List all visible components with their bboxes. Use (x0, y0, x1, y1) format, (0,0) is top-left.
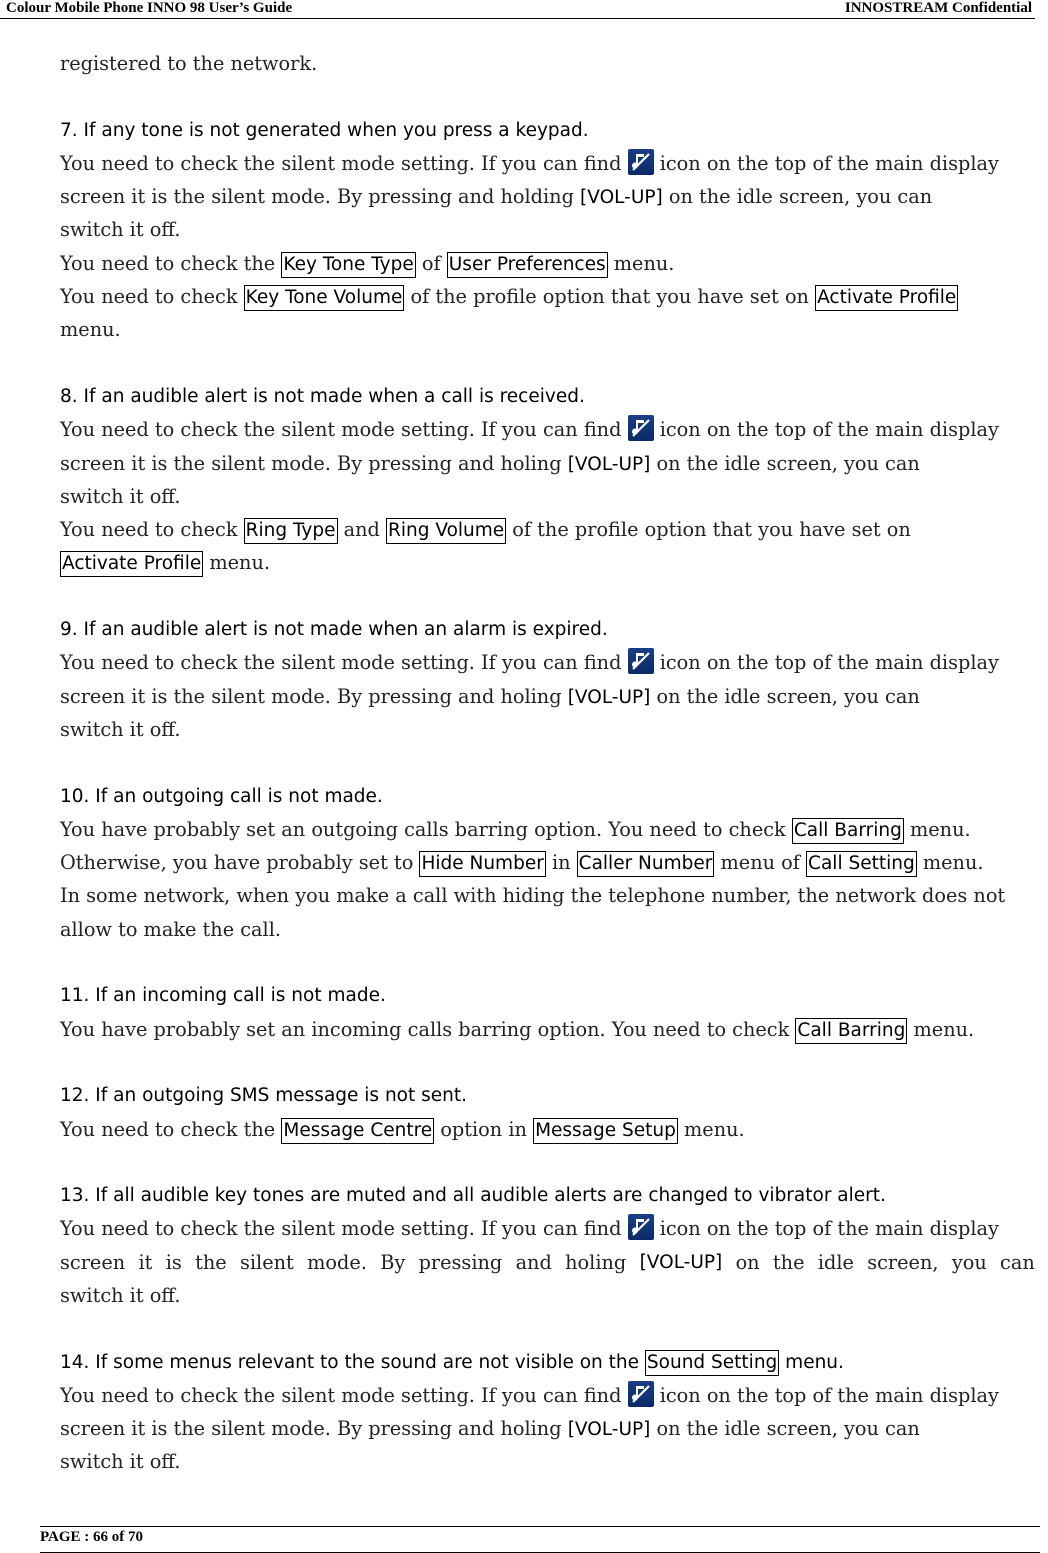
page-footer (40, 1526, 1040, 1553)
section-7-title: 7. If any tone is not generated when you press a keypad. (60, 119, 589, 141)
menu-caller-number: Caller Number (577, 851, 715, 877)
section-13-line-2: screen it is the silent mode. By pressing and holing [VOL-UP] on the idle screen, you can (60, 1246, 1035, 1279)
menu-call-setting: Call Setting (806, 851, 917, 877)
silent-mode-icon (628, 415, 654, 441)
section-8-title: 8. If an audible alert is not made when a call is received. (60, 385, 585, 407)
vol-up-key: [VOL-UP] (567, 686, 651, 708)
section-9-line-3: switch it off. (60, 717, 181, 741)
section-13-line-1: You need to check the silent mode setting. If you can find icon on the top of the main display (60, 1212, 1035, 1245)
menu-key-tone-volume: Key Tone Volume (244, 285, 405, 311)
vol-up-key: [VOL-UP] (580, 187, 663, 209)
silent-mode-icon (628, 1214, 654, 1240)
vol-up-key: [VOL-UP] (567, 453, 651, 475)
section-13-title: 13. If all audible key tones are muted and all audible alerts are changed to vibrator alert. (60, 1185, 886, 1207)
document-body (60, 47, 1035, 1479)
section-11-line-1: You have probably set an incoming calls barring option. You need to check Call Barring menu. (60, 1013, 1035, 1046)
section-11-title: 11. If an incoming call is not made. (60, 985, 386, 1007)
menu-ring-volume: Ring Volume (386, 518, 506, 544)
section-14-line-1: You need to check the silent mode setting. If you can find icon on the top of the main display (60, 1379, 1035, 1412)
header-doc-title: Colour Mobile Phone INNO 98 User’s Guide (6, 0, 293, 16)
section-7-line-4: You need to check the Key Tone Type of User Preferences menu. (60, 247, 1035, 280)
section-10-line-3: In some network, when you make a call with hiding the telephone number, the network does not (60, 884, 1006, 908)
section-14-line-3: switch it off. (60, 1450, 181, 1474)
page-number: PAGE : 66 of 70 (40, 1529, 144, 1545)
section-7-line-1: You need to check the silent mode setting. If you can find icon on the top of the main display (60, 147, 1035, 180)
section-14-title: 14. If some menus relevant to the sound are not visible on the Sound Setting menu. (60, 1346, 1035, 1379)
silent-mode-icon (628, 149, 654, 175)
menu-call-barring: Call Barring (792, 818, 904, 844)
section-7-line-6: menu. (60, 318, 121, 342)
menu-ring-type: Ring Type (244, 518, 338, 544)
section-12-line-1: You need to check the Message Centre option in Message Setup menu. (60, 1113, 1035, 1146)
menu-hide-number: Hide Number (419, 851, 545, 877)
section-8-line-3: switch it off. (60, 484, 181, 508)
menu-user-preferences: User Preferences (447, 252, 608, 278)
section-7-line-5: You need to check Key Tone Volume of the profile option that you have set on Activate Profile (60, 280, 1035, 313)
section-13-line-3: switch it off. (60, 1283, 181, 1307)
section-7-line-3: switch it off. (60, 218, 181, 242)
section-10-title: 10. If an outgoing call is not made. (60, 785, 383, 807)
section-10-line-1: You have probably set an outgoing calls barring option. You need to check Call Barring menu. (60, 813, 1035, 846)
menu-message-setup: Message Setup (533, 1118, 678, 1144)
intro-line: registered to the network. (60, 52, 318, 75)
section-7-line-2: screen it is the silent mode. By pressing and holding [VOL-UP] on the idle screen, you can (60, 185, 933, 209)
section-12-title: 12. If an outgoing SMS message is not sent. (60, 1085, 468, 1107)
vol-up-key: [VOL-UP] (567, 1419, 651, 1441)
section-9-line-2: screen it is the silent mode. By pressing and holing [VOL-UP] on the idle screen, you can (60, 684, 920, 708)
section-9-title: 9. If an audible alert is not made when an alarm is expired. (60, 619, 608, 641)
vol-up-key: [VOL-UP] (639, 1251, 723, 1273)
section-9-line-1: You need to check the silent mode setting. If you can find icon on the top of the main display (60, 646, 1035, 679)
menu-message-centre: Message Centre (281, 1118, 434, 1144)
menu-activate-profile: Activate Profile (60, 551, 203, 577)
menu-activate-profile: Activate Profile (815, 285, 958, 311)
menu-sound-setting: Sound Setting (645, 1350, 779, 1376)
silent-mode-icon (628, 1381, 654, 1407)
header-confidential: INNOSTREAM Confidential (844, 0, 1032, 16)
silent-mode-icon (628, 648, 654, 674)
section-10-line-2: Otherwise, you have probably set to Hide Number in Caller Number menu of Call Setting menu. (60, 846, 1035, 879)
section-8-line-2: screen it is the silent mode. By pressing and holing [VOL-UP] on the idle screen, you can (60, 451, 920, 475)
page-header (0, 0, 1035, 19)
section-8-line-4: You need to check Ring Type and Ring Volume of the profile option that you have set on (60, 513, 1035, 546)
section-10-line-4: allow to make the call. (60, 917, 282, 941)
section-8-line-5: Activate Profile menu. (60, 546, 1035, 579)
section-14-line-2: screen it is the silent mode. By pressing and holing [VOL-UP] on the idle screen, you can (60, 1417, 920, 1441)
menu-key-tone-type: Key Tone Type (281, 252, 415, 278)
section-8-line-1: You need to check the silent mode setting. If you can find icon on the top of the main display (60, 413, 1035, 446)
menu-call-barring: Call Barring (795, 1018, 907, 1044)
